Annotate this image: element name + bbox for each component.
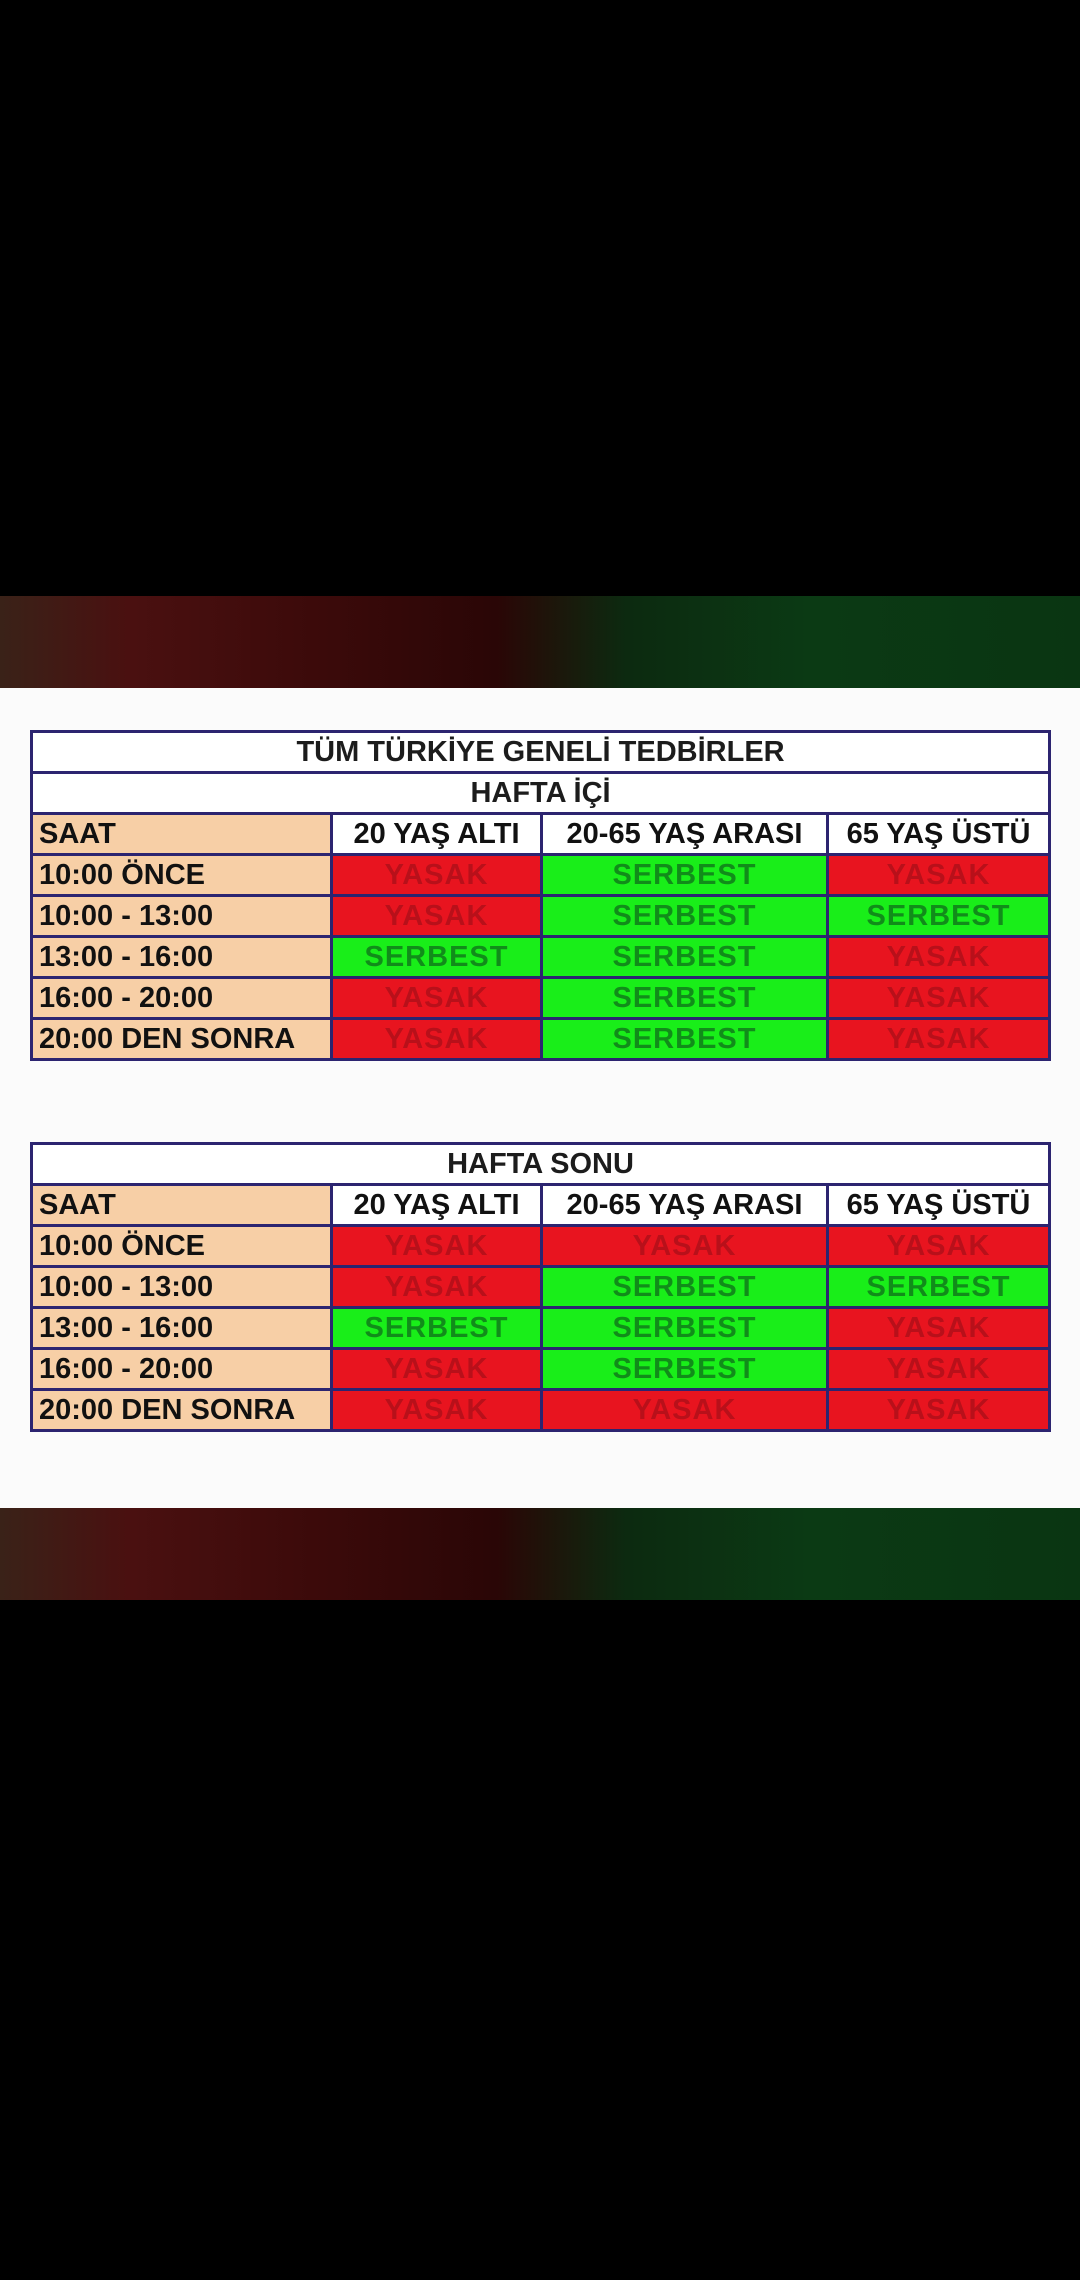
weekend-table	[30, 1142, 1051, 1432]
time-cell: 13:00 - 16:00	[32, 937, 332, 978]
status-cell: SERBEST	[828, 1267, 1050, 1308]
header-under-20: 20 YAŞ ALTI	[332, 1185, 542, 1226]
status-cell: YASAK	[828, 1019, 1050, 1060]
header-20-65: 20-65 YAŞ ARASI	[542, 1185, 828, 1226]
header-row	[32, 1185, 1050, 1226]
status-cell: SERBEST	[332, 1308, 542, 1349]
status-cell: YASAK	[828, 1308, 1050, 1349]
status-cell: SERBEST	[542, 855, 828, 896]
table-row	[32, 1308, 1050, 1349]
section-label-row	[32, 773, 1050, 814]
status-cell: SERBEST	[542, 978, 828, 1019]
status-cell: SERBEST	[542, 896, 828, 937]
status-cell: YASAK	[332, 1390, 542, 1431]
header-saat: SAAT	[32, 814, 332, 855]
section-label-row	[32, 1144, 1050, 1185]
header-under-20: 20 YAŞ ALTI	[332, 814, 542, 855]
time-cell: 10:00 - 13:00	[32, 1267, 332, 1308]
status-cell: YASAK	[828, 978, 1050, 1019]
table-row	[32, 937, 1050, 978]
time-cell: 20:00 DEN SONRA	[32, 1390, 332, 1431]
status-cell: YASAK	[332, 1226, 542, 1267]
header-row	[32, 814, 1050, 855]
status-cell: YASAK	[828, 1226, 1050, 1267]
main-title: TÜM TÜRKİYE GENELİ TEDBİRLER	[32, 732, 1050, 773]
status-cell: SERBEST	[542, 1349, 828, 1390]
status-cell: YASAK	[332, 978, 542, 1019]
weekday-label: HAFTA İÇİ	[32, 773, 1050, 814]
table-row	[32, 1390, 1050, 1431]
header-over-65: 65 YAŞ ÜSTÜ	[828, 1185, 1050, 1226]
table-row	[32, 1349, 1050, 1390]
status-cell: YASAK	[332, 1019, 542, 1060]
table-row	[32, 1226, 1050, 1267]
status-cell: YASAK	[828, 1390, 1050, 1431]
status-cell: YASAK	[332, 1267, 542, 1308]
time-cell: 10:00 ÖNCE	[32, 1226, 332, 1267]
header-20-65: 20-65 YAŞ ARASI	[542, 814, 828, 855]
bottom-gradient-band	[0, 1508, 1080, 1600]
status-cell: SERBEST	[828, 896, 1050, 937]
top-gradient-band	[0, 596, 1080, 688]
status-cell: YASAK	[332, 896, 542, 937]
header-saat: SAAT	[32, 1185, 332, 1226]
table-row	[32, 896, 1050, 937]
status-cell: SERBEST	[542, 1308, 828, 1349]
time-cell: 20:00 DEN SONRA	[32, 1019, 332, 1060]
time-cell: 10:00 - 13:00	[32, 896, 332, 937]
time-cell: 13:00 - 16:00	[32, 1308, 332, 1349]
status-cell: YASAK	[542, 1390, 828, 1431]
status-cell: YASAK	[828, 937, 1050, 978]
status-cell: SERBEST	[332, 937, 542, 978]
table-row	[32, 855, 1050, 896]
status-cell: YASAK	[828, 1349, 1050, 1390]
status-cell: SERBEST	[542, 937, 828, 978]
weekday-table	[30, 730, 1051, 1061]
table-row	[32, 1267, 1050, 1308]
status-cell: YASAK	[332, 1349, 542, 1390]
title-row	[32, 732, 1050, 773]
status-cell: SERBEST	[542, 1019, 828, 1060]
status-cell: YASAK	[542, 1226, 828, 1267]
status-cell: YASAK	[828, 855, 1050, 896]
weekend-label: HAFTA SONU	[32, 1144, 1050, 1185]
table-row	[32, 978, 1050, 1019]
table-row	[32, 1019, 1050, 1060]
status-cell: SERBEST	[542, 1267, 828, 1308]
header-over-65: 65 YAŞ ÜSTÜ	[828, 814, 1050, 855]
schedule-card	[0, 688, 1080, 1508]
time-cell: 16:00 - 20:00	[32, 1349, 332, 1390]
time-cell: 16:00 - 20:00	[32, 978, 332, 1019]
time-cell: 10:00 ÖNCE	[32, 855, 332, 896]
status-cell: YASAK	[332, 855, 542, 896]
